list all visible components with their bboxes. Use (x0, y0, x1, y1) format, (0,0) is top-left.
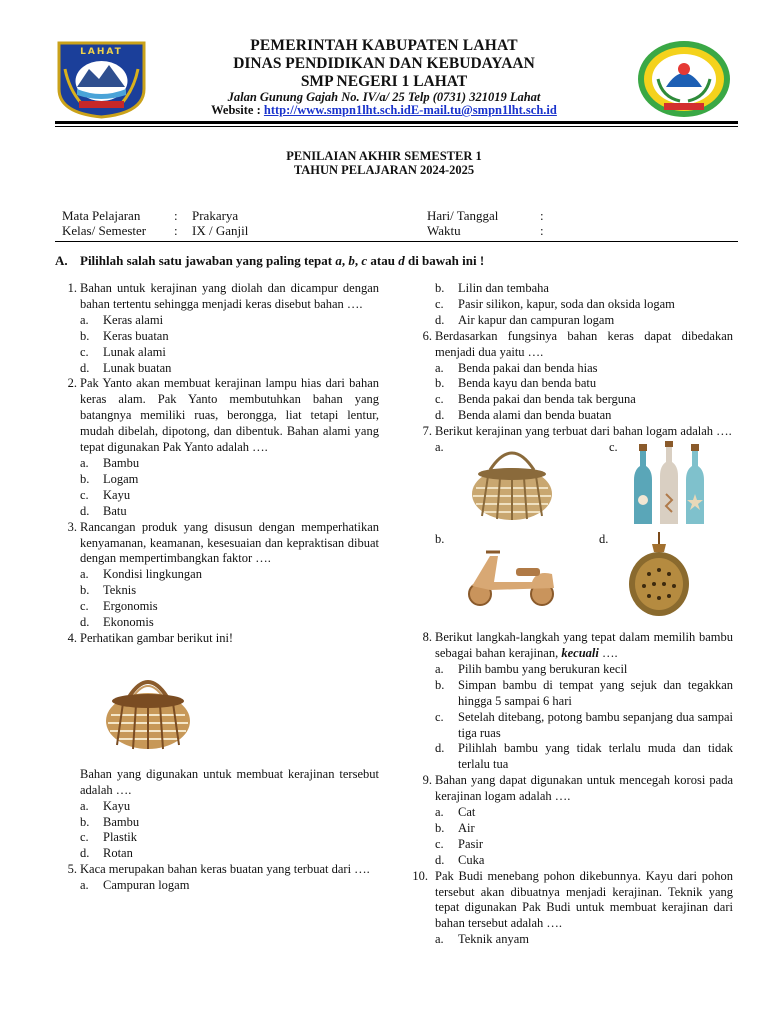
question-4-image-area (55, 647, 379, 767)
option-7b-label[interactable]: b. (435, 532, 445, 547)
section-instruction: A. Pilihlah salah satu jawaban yang paling tepat a, b, c atau d di bawah ini ! (55, 253, 485, 268)
class-label: Kelas/ Semester (62, 223, 147, 238)
option-2d[interactable]: d. Batu (80, 503, 127, 518)
class-colon: : (174, 223, 178, 238)
option-1b[interactable]: b. Keras buatan (80, 328, 169, 343)
option-6d[interactable]: d. Benda alami dan benda buatan (435, 408, 612, 423)
school-logo (636, 39, 732, 119)
option-3a[interactable]: a. Kondisi lingkungan (80, 567, 202, 582)
header-school-name: SMP NEGERI 1 LAHAT (300, 73, 468, 90)
option-9b[interactable]: b. Air (435, 820, 475, 835)
question-text: Berikut langkah-langkah yang tepat dalam memilih bambu sebagai bahan kerajinan, kecuali …. (435, 630, 733, 660)
option-8c[interactable]: c. Setelah ditebang, potong bambu sepanjang dua sampai tiga ruas (435, 709, 733, 740)
day-colon: : (540, 208, 544, 223)
header-divider-thin (55, 126, 738, 127)
option-9d[interactable]: d. Cuka (435, 852, 485, 867)
option-1a[interactable]: a. Keras alami (80, 312, 164, 327)
question-7-images-row-2 (410, 532, 733, 630)
question-text: Bahan yang dapat digunakan untuk mencegah korosi pada kerajinan logam adalah …. (435, 773, 733, 804)
option-8b[interactable]: b. Simpan bambu di tempat yang sejuk dan tegakkan hingga 5 sampai 6 hari (435, 677, 733, 708)
header-government: PEMERINTAH KABUPATEN LAHAT (250, 37, 518, 54)
question-8: 8. Berikut langkah-langkah yang tepat dalam memilih bambu sebagai bahan kerajinan, kecuali …. (422, 630, 733, 660)
option-8a[interactable]: a. Pilih bambu yang berukuran kecil (435, 661, 628, 676)
question-3: 3. Rancangan produk yang disusun dengan memperhatikan kenyamanan, keamanan, kesesuaian dan kepraktisan dibuat dengan mempertimbangkan faktor …. (67, 519, 379, 566)
info-divider (55, 241, 738, 242)
option-4b[interactable]: b. Bambu (80, 814, 140, 829)
rattan-basket-image (103, 669, 193, 753)
option-7a-rattan-basket-image[interactable] (468, 440, 556, 524)
question-text: Bahan yang digunakan untuk membuat kerajinan tersebut adalah …. (80, 766, 379, 797)
header-department: DINAS PENDIDIKAN DAN KEBUDAYAAN (233, 55, 535, 72)
subject-label: Mata Pelajaran (62, 208, 141, 223)
time-colon: : (540, 223, 544, 238)
option-7d-label[interactable]: d. (599, 532, 609, 547)
question-text: Kaca merupakan bahan keras buatan yang terbuat dari …. (80, 862, 370, 877)
option-5d[interactable]: d. Air kapur dan campuran logam (435, 312, 615, 327)
question-4: 4. Perhatikan gambar berikut ini! (67, 630, 234, 645)
option-6a[interactable]: a. Benda pakai dan benda hias (435, 360, 598, 375)
option-5c[interactable]: c. Pasir silikon, kapur, soda dan oksida logam (435, 296, 675, 311)
exam-title: PENILAIAN AKHIR SEMESTER 1 (286, 149, 482, 163)
question-5: 5. Kaca merupakan bahan keras buatan yang terbuat dari …. (67, 862, 370, 877)
question-text: Rancangan produk yang disusun dengan memperhatikan kenyamanan, keamanan, kesesuaian dan kepraktisan dibuat dengan mempertimbangkan faktor …. (80, 519, 379, 566)
option-4c[interactable]: c. Plastik (80, 830, 138, 845)
option-1c[interactable]: c. Lunak alami (80, 344, 166, 359)
header-address: Jalan Gunung Gajah No. IV/a/ 25 Telp (0731) 321019 Lahat (227, 90, 541, 104)
option-7b-wooden-scooter-image[interactable] (462, 546, 562, 608)
question-1: 1. Bahan untuk kerajinan yang diolah dan dicampur dengan bahan tertentu sehingga menjadi keras disebut bahan …. (67, 281, 379, 311)
question-text: Pak Budi menebang pohon dikebunnya. Kayu dari pohon tersebut akan dibuatnya menjadi kerajinan. Teknik yang tepat digunakan Pak Budi untuk membuat kerajinan dari bahan tersebut adalah …. (435, 868, 733, 931)
option-9a[interactable]: a. Cat (435, 805, 476, 820)
header-divider-thick (55, 121, 738, 124)
option-1d[interactable]: d. Lunak buatan (80, 360, 172, 375)
section-letter: A. (55, 253, 68, 268)
option-3b[interactable]: b. Teknis (80, 583, 137, 598)
question-10: 10. Pak Budi menebang pohon dikebunnya. Kayu dari pohon tersebut akan dibuatnya menjadi kerajinan. Teknik yang tepat digunakan Pak Budi untuk membuat kerajinan dari bahan tersebut adalah …. (412, 868, 733, 931)
question-text: Perhatikan gambar berikut ini! (80, 630, 234, 645)
svg-text:LAHAT: LAHAT (80, 47, 123, 57)
time-label: Waktu (427, 223, 461, 238)
option-5a[interactable]: a. Campuran logam (80, 878, 190, 893)
question-7-images-row-1 (410, 440, 733, 532)
question-text: Berdasarkan fungsinya bahan keras dapat dibedakan menjadi dua yaitu …. (435, 328, 733, 359)
left-column (55, 281, 379, 894)
option-7d-metal-lantern-image[interactable] (624, 532, 694, 618)
option-7a-label[interactable]: a. (435, 440, 444, 455)
class-value: IX / Ganjil (192, 223, 249, 238)
right-column (410, 281, 733, 948)
option-3c[interactable]: c. Ergonomis (80, 599, 158, 614)
option-2b[interactable]: b. Logam (80, 471, 139, 486)
question-6: 6. Berdasarkan fungsinya bahan keras dapat dibedakan menjadi dua yaitu …. (422, 328, 733, 359)
day-label: Hari/ Tanggal (427, 208, 499, 223)
question-text: Berikut kerajinan yang terbuat dari bahan logam adalah …. (435, 424, 732, 439)
question-9: 9. Bahan yang dapat digunakan untuk mencegah korosi pada kerajinan logam adalah …. (422, 773, 733, 804)
option-10a[interactable]: a. Teknik anyam (435, 932, 529, 947)
option-4d[interactable]: d. Rotan (80, 846, 133, 861)
option-2a[interactable]: a. Bambu (80, 455, 140, 470)
question-text: Pak Yanto akan membuat kerajinan lampu hias dari bahan keras alam. Pak Yanto membutuhkan bahan yang batangnya memiliki ruas, berongga, liat tetapi lentur, mudah dibelah, dipotong, dan dibentuk. Bahan alami yang tepat digunakan Pak Yanto adalah …. (80, 376, 379, 455)
option-7c-label[interactable]: c. (609, 440, 618, 455)
option-9c[interactable]: c. Pasir (435, 836, 483, 851)
option-6c[interactable]: c. Benda pakai dan benda tak berguna (435, 392, 636, 407)
option-3d[interactable]: d. Ekonomis (80, 615, 154, 630)
option-2c[interactable]: c. Kayu (80, 487, 131, 502)
question-4-prompt (55, 767, 379, 799)
option-8d[interactable]: d. Pilihlah bambu yang tidak terlalu muda dan tidak terlalu tua (435, 741, 733, 772)
option-6b[interactable]: b. Benda kayu dan benda batu (435, 376, 597, 391)
question-text: Bahan untuk kerajinan yang diolah dan dicampur dengan bahan tertentu sehingga menjadi keras disebut bahan …. (80, 281, 379, 311)
website-label: Website : (211, 103, 264, 117)
question-2: 2. Pak Yanto akan membuat kerajinan lampu hias dari bahan keras alam. Pak Yanto membutuhkan bahan yang batangnya memiliki ruas, berongga, liat tetapi lentur, mudah dibelah, dipotong, dan dibentuk. Bahan alami yang tepat digunakan Pak Yanto adalah …. (67, 376, 379, 455)
subject-colon: : (174, 208, 178, 223)
website-link[interactable]: http://www.smpn1lht.sch.idE-mail.tu@smpn1lht.sch.id (263, 103, 557, 117)
option-7c-decorated-bottles-image[interactable] (624, 440, 714, 528)
option-5b[interactable]: b. Lilin dan tembaha (435, 281, 549, 295)
question-7: 7. Berikut kerajinan yang terbuat dari bahan logam adalah …. (422, 424, 732, 439)
subject-value: Prakarya (192, 208, 239, 223)
exam-year: TAHUN PELAJARAN 2024-2025 (293, 163, 475, 177)
option-4a[interactable]: a. Kayu (80, 798, 131, 813)
